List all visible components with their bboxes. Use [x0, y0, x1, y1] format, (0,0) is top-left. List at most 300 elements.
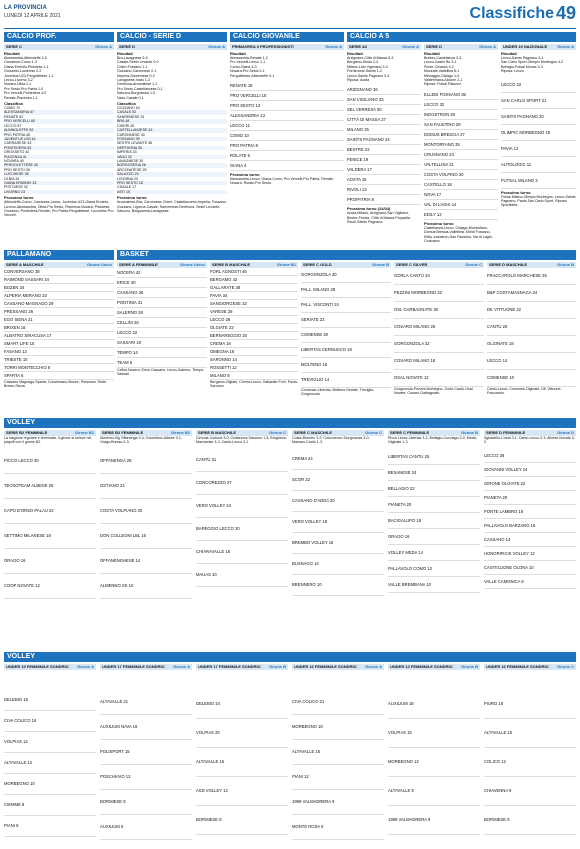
table-row: LECCO 14 [487, 353, 576, 370]
result-row: Pro Vercelli-Lecco 1-1 [230, 60, 266, 65]
table-row: BORMIESE 6 [484, 806, 576, 835]
table-row: PONTINIA 31 [117, 298, 207, 308]
table-row: CASTIGLIONE OLONA 10 [484, 561, 576, 575]
results-list [501, 56, 576, 74]
table-row: FRACCAROLO MARCHESE 26 [487, 268, 576, 285]
results-list [424, 56, 498, 87]
group-header: UNDER 19 FEMMINILE SONDRIO Girone A [6, 664, 94, 669]
table-row: CHIARAVALLE 15 [196, 541, 288, 564]
table-row: VOLPIAS 14 [4, 732, 96, 753]
table-row: PONTEDERA 43 [4, 146, 114, 150]
table-row: SANREMESE 51 [117, 114, 145, 119]
table-row: CIEMME 8 [4, 795, 96, 816]
table-row: TORRI MONTECCHIO 8 [4, 364, 114, 372]
table-row: MONTE ROSA 6 [292, 815, 384, 840]
next-round-label: Prossimo turno [230, 172, 260, 178]
volley-column-1 [4, 429, 96, 647]
group-header: SERIE C Girone A [6, 44, 112, 49]
table-row: CITTÀ DI MASSA 27 [347, 115, 421, 125]
table-row: GORLA CANTÙ 34 [394, 268, 484, 285]
table-row: CASSANO MAGNAGO 29 [4, 300, 114, 308]
results-label: Risultati [424, 51, 440, 56]
result-row: Gozzano-Caronnese 2-1 [117, 69, 157, 74]
masthead [4, 3, 576, 29]
group-header: SERIE C SILVER Girone C [396, 262, 482, 267]
standings-table [292, 449, 384, 596]
table-row: CANTÙ 20 [487, 319, 576, 336]
table-row: CONCOREZZO 27 [196, 472, 288, 495]
table-row: BAREGGIO LECCO 20 [196, 518, 288, 541]
standings-table [4, 106, 114, 194]
group-note: Cercola-Cortona 3-0; Civitanova-Saronno 1-3; Brugherio-Marcianise 3-2; Cantù-Lecco 3-1. [196, 436, 288, 445]
table-row: BESANESE 24 [388, 465, 480, 481]
result-row: Vado-Casale 0-1 [117, 95, 144, 100]
table-row: MORBEGNO 18 [292, 715, 384, 740]
table-row: COMO 70 [4, 106, 21, 111]
table-row: PAVIA 12 [501, 141, 576, 157]
table-row: TEMPO 14 [117, 348, 207, 358]
table-row: EDILY 12 [424, 210, 498, 220]
table-row: BRENNERO 10 [292, 575, 384, 596]
table-row: PIACENZA 41 [4, 155, 114, 159]
group-header: UNDER 17 FEMMINILE SONDRIO Girone A [102, 664, 190, 669]
group-header: SERIE D FEMMINILE Girone D [486, 430, 574, 435]
next-round-text: Futsal Milano-Olimpic Morbegno, Lecco-Saints Pagnano, Pavia-San Carlo Sport, Riposa: Sportitalia. [501, 194, 576, 208]
table-row: GOZZANO 54 [117, 106, 140, 111]
volley-column-2 [100, 429, 192, 647]
table-row: OLGIATE 22 [210, 324, 298, 332]
group-header: SERIE A2 Girone A [349, 44, 419, 49]
table-row: COSTA VOLPIANO 20 [100, 499, 192, 524]
result-row: Lecco-Saints Pagnano 0-4 [347, 73, 390, 78]
standings-table [424, 90, 498, 220]
result-row: Derthona-Arconatese 1-1 [117, 82, 158, 87]
table-row: TEAM 9 [117, 358, 207, 368]
volley-column-5 [388, 429, 480, 647]
volley2-column-1 [4, 663, 96, 845]
standings-table [487, 268, 576, 387]
table-row: ALBATRO SIRACUSA 17 [4, 332, 114, 340]
table-row: SAINTS PAGNANO 20 [501, 109, 576, 125]
table-row: RENATE 18 [230, 81, 344, 91]
group-note: Picco Lecco-Libertas 3-1; Bellagio-Cucciago 3-0; Meda-Olginate 1-3. [388, 436, 477, 445]
table-row: OLGINATE 18 [487, 336, 576, 353]
table-row: NOVARA 40 [4, 158, 24, 163]
group-header: UNDER 13 FEMMINILE SONDRIO Girone B [390, 664, 478, 669]
table-row: ASTI 15 [117, 190, 227, 194]
table-row: BELLAGIO 22 [388, 481, 480, 497]
table-row: BORGOSESIA 26 [117, 163, 227, 167]
table-row: PALLAVOLO COMO 12 [388, 561, 480, 577]
table-row: CIVA COLICO 16 [4, 711, 96, 732]
table-row: PRO SESTO 18 [117, 181, 227, 185]
group-header: UNDER 16 FEMMINILE SONDRIO Girone A [294, 664, 382, 669]
result-row: Pergolettese-Albinoleffe 0-1 [230, 73, 275, 78]
table-row: PRO VERCELLI 15 [230, 91, 344, 101]
table-row: SASSARI 19 [117, 338, 207, 348]
table-row: INDOSTRON 30 [424, 110, 498, 120]
standings-table [196, 449, 288, 587]
group-note: La stagione regolare è terminata. Il girone si unisce nei playoff con il girone B2. [4, 436, 92, 445]
band-serie-d: CALCIO - SERIE D [117, 32, 227, 42]
table-row: DERTHONA 35 [117, 146, 227, 150]
table-row: MORBEGNO 12 [388, 748, 480, 777]
table-row: SARONNO 14 [210, 356, 298, 364]
group-header: SERIE B2 FEMMINILE Girone B2 [102, 430, 190, 435]
table-row: BUSNAGO 14 [292, 554, 384, 575]
result-row: Carrarese-Como 1-3 [4, 60, 37, 65]
table-row: OSL GARBAGNATE 30 [394, 302, 484, 319]
table-row: LECCO 32 [424, 100, 498, 110]
next-round-text: Alessandria-Lecco, Giana-Como, Pro Vercelli-Pro Patria, Renate-Novara, Rolate-Pro Sesto. [230, 177, 335, 186]
result-row: Imperia-Sanremese 0-2 [117, 73, 155, 78]
volley-column-6 [484, 429, 576, 647]
basket-column-4 [487, 261, 576, 411]
result-row: Lecco-Livorno 3-2 [4, 78, 33, 83]
table-row: CAPO D'ORSO PALAU 22 [4, 499, 96, 524]
table-row: GIOVANNI VOLLEY 24 [484, 463, 576, 477]
table-row: AUTOLOGIC 11 [501, 157, 576, 173]
table-row: PEZZINI MORBEGNO 32 [394, 285, 484, 302]
table-row: FOSSANO 39 [117, 137, 227, 141]
table-row: CASSANO 36 [117, 288, 207, 298]
table-row: PRO PATRIA 45 [4, 132, 31, 137]
calcio-a5-serie-d-column [424, 43, 498, 244]
table-row: SETTIMO MILANESE 18 [4, 524, 96, 549]
next-round-text: Cellini-Nocera, Erice-Cassano, Lecco-Salerno, Tempo-Sassari. [117, 368, 205, 377]
table-row: CREMA 24 [292, 449, 384, 470]
table-row: OFFANENGHESE 14 [100, 549, 192, 574]
table-row: BERNAREGGIO 20 [210, 332, 298, 340]
table-row: OSTIANO 24 [100, 474, 192, 499]
table-row: COSARO MILANO 18 [394, 353, 484, 370]
result-row: Renate-Piacenza 1-1 [4, 95, 38, 100]
calcio-prof-column [4, 43, 114, 241]
table-row: ROSSETTI 12 [210, 364, 298, 372]
table-row: PRO SESTO 13 [230, 101, 344, 111]
u19-column [501, 43, 576, 241]
table-row: PRO SESTO 39 [4, 167, 30, 172]
table-row: PONTE LAMBRO 18 [484, 505, 576, 519]
serie-d-column [117, 43, 227, 241]
table-row: ALTAVALLE 21 [100, 690, 192, 715]
group-header: SERIE C MASCHILE Girone C [294, 430, 382, 435]
standings-table [388, 449, 480, 593]
group-header: SERIE B2 FEMMINILE Girone B1 [6, 430, 94, 435]
result-row: Novara-Olbia 2-1 [4, 82, 32, 87]
result-row: Milano-Lido Vigevano 3-3 [347, 64, 388, 69]
next-round-label: Prossimo turno [424, 220, 454, 226]
table-row: 1999 VALMADRERA 6 [388, 806, 480, 835]
table-row: LUCCHESE 35 [4, 172, 114, 176]
result-row: Casale-Sestri Levante 0-0 [117, 60, 159, 65]
table-row: ASD VOLLEY 12 [196, 777, 288, 806]
table-row: GROSSETO 42 [4, 150, 30, 155]
next-round-label: Prossimo turno [4, 195, 34, 201]
standings-table [388, 690, 480, 835]
table-row: GALLARATE 38 [210, 284, 298, 292]
table-row: ALTAVALLE 15 [484, 719, 576, 748]
table-row: ALTAVALLE 16 [196, 748, 288, 777]
result-row: Riposa: Aosta [347, 78, 370, 83]
table-row: CASTELLANZESE 43 [117, 128, 227, 132]
next-round-label: Prossimo turno [117, 195, 147, 201]
table-row: MORBEGNO 10 [4, 774, 96, 795]
table-row: OLBIA 34 [4, 176, 20, 181]
group-header: SERIE D MASCHILE Girone B [489, 262, 574, 267]
table-row: COMENSE 10 [487, 370, 576, 387]
standings-table [347, 85, 421, 205]
table-row: VALDERA 17 [347, 165, 421, 175]
band-calcio-a5: CALCIO A 5 [347, 32, 576, 42]
table-row: ERICE 40 [117, 278, 207, 288]
standings-table [4, 268, 114, 380]
table-row: COSARO MILANO 26 [394, 319, 484, 336]
table-row: SALUZZO 23 [117, 172, 227, 176]
pallamano-column-1 [4, 261, 114, 411]
band-pallamano: PALLAMANO [4, 250, 114, 260]
table-row: BREMBO VOLLEY 16 [292, 533, 384, 554]
volley-column-4 [292, 429, 384, 647]
publication-name: LA PROVINCIA [4, 5, 47, 11]
table-row: CASALE 52 [117, 110, 227, 114]
section-title: Classifiche [469, 5, 554, 22]
table-row: CIVA COLICO 21 [292, 690, 384, 715]
table-row: DON COLLEONI LBL 16 [100, 524, 192, 549]
table-row: SAN FAUSTINO 28 [424, 120, 498, 130]
table-row: OMEGNA 16 [210, 348, 298, 356]
table-row: ORAGO 16 [388, 529, 480, 545]
result-row: Alessandria-Albinoleffe 2-0 [4, 56, 47, 60]
band-basket: BASKET [117, 250, 576, 260]
group-header: PRIMAVERA 3 PROFESSIONISTI Girone A [232, 44, 342, 49]
table-row: 1999 VALMADRERA 9 [292, 790, 384, 815]
results-label: Risultati [117, 51, 133, 56]
table-row: IMPERIA 33 [117, 150, 137, 155]
group-header: UNDER 17 FEMMINILE SONDRIO Girone B [198, 664, 286, 669]
giovanile-column [230, 43, 344, 241]
table-row: PRO PATRIA 9 [230, 141, 344, 151]
next-round-text: Castellanza-Lecco, Cislago-Montorfano, Domus Brescia-Valtellina, Elledi Fossano-Edily, Indostron-San Faustino, Val di Laghi-Crusnano. [424, 225, 493, 244]
table-row: SMART LIFE 15 [4, 340, 114, 348]
band-volley-2: VOLLEY [4, 652, 576, 662]
table-row: OSAL NOVATE 12 [394, 370, 484, 387]
standings-table [117, 268, 207, 368]
table-row: MOLTENO 16 [301, 358, 391, 373]
table-row: EGO SIENA 21 [4, 316, 114, 324]
standings-table [394, 268, 484, 387]
band-volley: VOLLEY [4, 418, 576, 428]
table-row: AUXILIUM 6 [100, 815, 192, 840]
table-row: TECNOTEAM ALBESE 26 [4, 474, 96, 499]
table-row: BORMIESE 9 [100, 790, 192, 815]
group-note: Costa-Brembo 3-2; Concorezzo-Gorgonzola 3-0; Mariano-Cantù 1-3. [292, 436, 370, 445]
table-row: COMENSE 20 [301, 328, 391, 343]
table-row: COOP NOVATE 12 [4, 574, 96, 599]
results-list [117, 56, 227, 100]
group-header: SERIE B MASCHILE Girone C [198, 430, 286, 435]
standings-table [100, 449, 192, 599]
table-row: CASTELLO 18 [424, 180, 498, 190]
table-row: COSTA VOLPINO 20 [424, 170, 498, 180]
band-calcio-prof: CALCIO PROF. [4, 32, 114, 42]
table-row: SESTRI LEVANTE 36 [117, 141, 153, 146]
results-label: Risultati [347, 51, 363, 56]
table-row: CHIAVENNA 9 [484, 777, 576, 806]
table-row: VOLPIAS 15 [388, 719, 480, 748]
table-row: ALMENNO SS 10 [100, 574, 192, 599]
result-row: Bubbio-Castellanza 2-5 [424, 56, 462, 60]
result-row: Arzignano-Città di Massa 5-3 [347, 56, 394, 60]
table-row: SPARTA 6 [4, 372, 114, 380]
results-list [4, 56, 114, 100]
standings-table [210, 268, 298, 380]
table-row: SAINTS PAGNANO 24 [347, 135, 421, 145]
next-round-label: Prossimo turno [501, 189, 531, 195]
table-row: VALLE CAMONICA 8 [484, 575, 576, 589]
table-row: VAL DI LAGHI 14 [424, 200, 498, 210]
table-row: BESTRE 22 [347, 145, 421, 155]
next-round-label: Prossimo turno (24/04) [347, 206, 391, 212]
table-row: CANTÙ 31 [196, 449, 288, 472]
table-row: LAVAGNESE 30 [117, 158, 144, 163]
table-row: LECCO 22 [501, 77, 576, 93]
table-row: GIRONE OLGIATE 22 [484, 477, 576, 491]
results-label: Risultati [230, 51, 246, 56]
table-row: GIANA ERMINIO 33 [4, 181, 114, 185]
result-row: Ponte-Chiasso 4-2 [424, 64, 454, 69]
table-row: OFFANENGA 28 [100, 449, 192, 474]
table-row: LIVORNO 23 [4, 190, 114, 194]
table-row: ROLATE 6 [230, 151, 344, 161]
table-row: VERO VOLLEY 18 [292, 512, 384, 533]
table-row: MAUAS 10 [196, 564, 288, 587]
table-row: AUXILIUM 18 [388, 690, 480, 719]
standings-table [4, 449, 96, 599]
table-row: ARCONATESE 25 [117, 167, 147, 172]
table-row: VOLPIAS 20 [196, 719, 288, 748]
table-row: ELLEDI FOSSANO 35 [424, 90, 498, 100]
next-round-text: Cassano Magnago-Sparta, Conversano-Bozen, Pressano-Triste, Brixen-Siena. [4, 380, 107, 389]
table-row: BACIGALUPO 18 [388, 513, 480, 529]
table-row: ALPERIA MERANO 33 [4, 292, 114, 300]
table-row: RENATE 62 [4, 114, 24, 119]
table-row: SANGIORGESE 32 [210, 300, 298, 308]
table-row: OLIMPIC MORBEGNO 18 [501, 125, 576, 141]
group-header: SERIE B MASCHILE Girone B1 [212, 262, 296, 267]
table-row: LIGORNA 20 [117, 176, 138, 181]
table-row: BRIXEN 18 [4, 324, 114, 332]
standings-table [100, 690, 192, 840]
standings-table [484, 690, 576, 835]
table-row: NOCERA 42 [117, 268, 207, 278]
table-row: DELEBIO 24 [196, 690, 288, 719]
table-row: VALLE BREMBANA 10 [388, 577, 480, 593]
table-row: ALTAVALLE 15 [292, 740, 384, 765]
table-row: VADO 32 [117, 155, 227, 159]
pallamano-column-2 [117, 261, 207, 411]
table-row: LIBERTAS CERNUSCO 18 [301, 343, 391, 358]
table-row: MILANO 8 [210, 372, 298, 380]
table-row: PALL. VISCONTI 24 [301, 298, 391, 313]
table-row: CHIERI 45 [117, 123, 135, 128]
volley2-column-5 [388, 663, 480, 845]
table-row: VARESE 28 [210, 308, 298, 316]
standings-table [230, 81, 344, 171]
table-row: AUXILIUM NAVA 18 [100, 715, 192, 740]
table-row: AOSTA 15 [347, 175, 421, 185]
next-round-text: Gorgonzola-Pezzini Morbegno, Gorla Cantù-Osal Novate, Cosaro-Garbagnate. [394, 387, 473, 396]
group-header: SERIE A FEMMINILE Girone Unico [119, 262, 205, 267]
result-row: Como-Giana 3-0 [230, 64, 257, 69]
table-row: JUVENTUS U23 44 [4, 137, 114, 141]
table-row: ALTAVALLE 9 [388, 777, 480, 806]
table-row: LECCO 26 [210, 316, 298, 324]
results-label: Risultati [4, 51, 20, 56]
result-row: Saluzzo-Borgosesia 1-0 [117, 91, 156, 96]
table-row: LECCO 57 [4, 123, 22, 128]
results-list [347, 56, 421, 82]
result-row: Lecco-Castel Bo 3-1 [424, 60, 457, 65]
next-round-text: Albinoleffe-Como, Carrarese-Lecco, Juventus U23-Giana Erminio, Livorno-Alessandria, Olbia-Pro Sesto, Piacenza-Novara, Pistoiese-Grosseto, Pontedera-Renate, Pro Patria-Pergolettese, Lucchese-Pro Vercelli. [4, 200, 114, 218]
result-row: Novara-Pro Sesto 2-1 [230, 69, 265, 74]
table-row: B&P COSTAMASNAGA 24 [487, 285, 576, 302]
table-row: ORAGO 16 [4, 549, 96, 574]
table-row: SERIATE 22 [301, 313, 391, 328]
table-row: CRUSNANO 23 [424, 150, 498, 160]
table-row: CARONNESE 40 [117, 132, 145, 137]
result-row: Juventus U23-Pergolettese 1-1 [4, 73, 54, 78]
group-note: Almenno-Bg Offanenga 3-0; Cotonificio-Albese 3-1; Orago-Bresso 0-3. [100, 436, 182, 445]
table-row: DK VITTUONE 22 [487, 302, 576, 319]
table-row: PIANETA 20 [388, 497, 480, 513]
volley2-column-4 [292, 663, 384, 845]
group-header: SERIE A MASCHILE Girone Unico [6, 262, 112, 267]
next-round-text: Aosta-Milano, Arzignano-San Vigiliano, Bestre-Fenice, Città di Massa-Propatria, Rivoli-Saints Pagnano. [347, 211, 411, 225]
table-row: COMO 10 [230, 131, 344, 141]
group-header: SERIE C FEMMINILE Girone B [390, 430, 478, 435]
table-row: PALLAVOLO BARZANÒ 16 [484, 519, 576, 533]
table-row: BERGAMO 42 [210, 276, 298, 284]
result-row: Riposa: Futsal Palazzo [424, 82, 461, 87]
basket-column-2 [301, 261, 391, 411]
result-row: Lecco-Saints Pagnano 3-4 [501, 56, 544, 60]
table-row: HONORIFICIS VOLLEY 12 [484, 547, 576, 561]
volley2-column-6 [484, 663, 576, 845]
volley2-column-3 [196, 663, 288, 845]
table-row: PIANI 12 [292, 765, 384, 790]
table-row: FASANO 12 [4, 348, 114, 356]
table-row: FUTSAL MILANO 3 [501, 173, 576, 189]
table-row: TREVIGLIO 14 [301, 373, 391, 388]
standings-table [292, 690, 384, 840]
table-row: PISTOIESE 32 [4, 185, 28, 190]
basket-column-1 [210, 261, 298, 411]
table-row: LECCO 28 [484, 449, 576, 463]
table-row: MONTORFANO 25 [424, 140, 498, 150]
table-row: ARZIGNANO 36 [347, 85, 421, 95]
standings-label: Classifica [4, 101, 23, 107]
next-round-text: Comense-Libertas, Molteno-Seriate, Treviglio-Gorgonzola. [301, 388, 375, 397]
group-note: Agnadello-Costa 3-1; Cantù-Lecco 0-3; Albese-Novate 3-2. [484, 436, 575, 445]
result-row: Pro Vercelli-Pontedera 4-0 [4, 91, 47, 96]
table-row: PRESSANO 26 [4, 308, 114, 316]
results-label: Risultati [501, 51, 517, 56]
table-row: SCOR 22 [292, 470, 384, 491]
standings-table [484, 449, 576, 589]
table-row: COLICO 12 [484, 748, 576, 777]
next-round-text: Arconatese-Bra, Caronnese-Chieri, Castellanzese-Imperia, Fossano-Gozzano, Ligorna-Casale, Sanremese-Derthona, Sestri Levante-Saluzzo, Borgosesia-Lavagnese. [117, 200, 227, 213]
